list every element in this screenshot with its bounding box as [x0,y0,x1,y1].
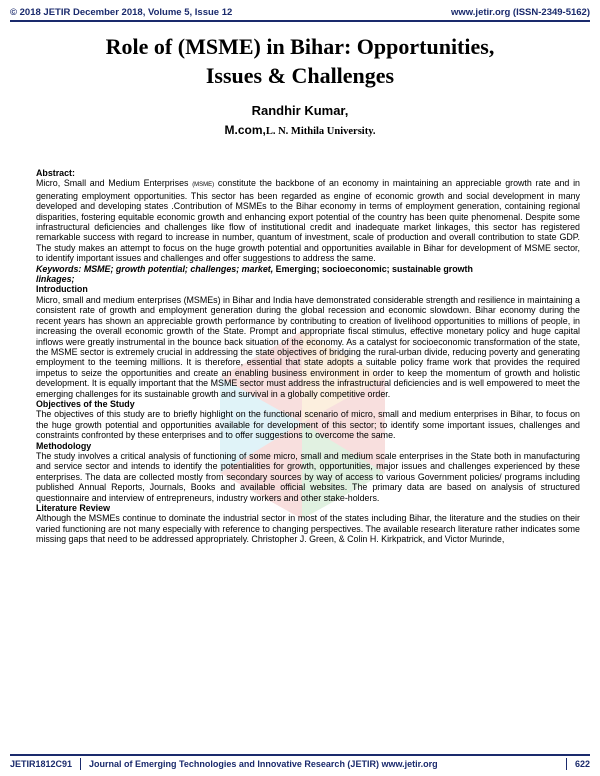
header-rule [10,20,590,22]
header-issue-info: © 2018 JETIR December 2018, Volume 5, Issue 12 [10,6,233,18]
methodology-text: The study involves a critical analysis of functioning of some micro, small and medium scale enterprises in the State both in manufacturing and service sector and intends to identify the potentialities for growth, opportunities, major issues and challenges experienced by these enterprises. The data are collected mostly from secondary sources by way of access to various Government policies/ programs including published Annual Reports, Journals, Books and available official websites. The primary data are based on analysis of structured questionnaire and interview of entrepreneurs, industry workers and other stake-holders. [36,450,580,503]
author-university: L. N. Mithila University. [265,126,376,137]
footer-paper-code: JETIR1812C91 [10,759,73,769]
header-site-issn[interactable]: www.jetir.org (ISSN-2349-5162) [450,6,590,18]
running-header [10,4,590,20]
introduction-heading: Introduction [36,284,88,295]
author-name: Randhir Kumar, [251,103,349,118]
literature-text: Although the MSMEs continue to dominate the industrial sector in most of the states including Bihar, the literature and the studies on their varied functioning are not many especially with reference to changing perspectives. The available research literature rather indicates some missing gaps that need to be addressed appropriately. Christopher J. Green, & Colin H. Kirkpatrick, and Victor Murinde, [36,513,580,545]
paper-title [0,32,600,90]
footer-separator [80,758,81,770]
paper-body [36,168,580,545]
running-footer [10,757,590,771]
abstract-text-part: Micro, Small and Medium Enterprises [36,178,193,189]
footer-site-link[interactable]: www.jetir.org [381,759,438,769]
footer-journal [89,759,558,769]
methodology-heading: Methodology [36,440,92,451]
abstract-text-rest: constitute the backbone of an economy in maintaining an appreciable growth rate and in generating employment opportunities. This sector has been regarded as engine of economic growth and social development in many developed and developing states .Contribution of MSMEs to the Bihar economy in terms of employment generation, containing regional disparities, fostering equitable economic growth and enhancing export potential of the country has been quite phenomenal. Despite some infrastructural deficiencies and challenges like flow of institutional credit and inadequate market linkages, this sector has registered remarkable success with regard to increase in number, quantum of investment, scale of production and overall contribution to state GDP. The study makes an attempt to focus on the huge growth potential and opportunities available in Bihar for development of MSME sector, to identify important issues and challenges and offer suggestions to address the same. [36,178,580,264]
keywords-plain: Emerging; socioeconomic; sustainable growth [273,263,473,274]
footer-separator [566,758,567,770]
keywords-italic: MSME; growth potential; challenges; market, [81,263,274,274]
objectives-heading: Objectives of the Study [36,398,135,409]
footer-journal-name: Journal of Emerging Technologies and Innovative Research (JETIR) [89,759,382,769]
footer-rule [10,754,590,756]
literature-heading: Literature Review [36,503,110,513]
abstract-heading: Abstract: [36,168,75,178]
author-degree: M.com, [224,123,266,137]
author-affiliation [0,123,600,137]
abstract-acronym: (MSME) [192,182,215,189]
title-line-2: Issues & Challenges [205,63,395,88]
introduction-text: Micro, small and medium enterprises (MSMEs) in Bihar and India have demonstrated considerable strength and resilience in maintaining a consistent rate of growth and employment generation during the global recession and economic slowdown. Bihar economy during the recent years has shown an appreciable growth performance by contributing to creation of livelihood opportunities to millions of people, in increasing the overall economic growth of the State. Prompt and appropriate fiscal stimulus, effective monetary policy and huge capital inflows were greatly instrumental in the bounce back situation of the economy. As a catalyst for socioeconomic transformation of the state, the MSME sector is extremely crucial in addressing the state objectives of bridging the rural-urban divide, reducing poverty and generating employment to the teeming millions. It is therefore, essential that state adopts a suitable policy frame work that provides the required impetus to seize the opportunities and create an enabling business environment in order to keep the momentum of growth and holistic development. It is equally important that the MSME sector must address the infrastructural deficiencies and is well empowered to meet the emerging challenges for its sustainable growth and survival in a globally competitive order. [36,294,580,399]
objectives-text: The objectives of this study are to briefly highlight on the functional scenario of micro, small and medium enterprises in Bihar, to focus on the huge growth potential and opportunities available for development of this sector; to identify some important issues, challenges and constraints confronted by these enterprises and to offer suggestions to overcome the same. [36,409,580,441]
abstract-text [36,178,580,263]
keywords [36,264,580,274]
title-line-1: Role of (MSME) in Bihar: Opportunities, [105,34,495,59]
keywords-label: Keywords: [36,263,82,274]
footer-page-number: 622 [574,759,590,769]
keywords-tail: linkages; [36,274,75,285]
